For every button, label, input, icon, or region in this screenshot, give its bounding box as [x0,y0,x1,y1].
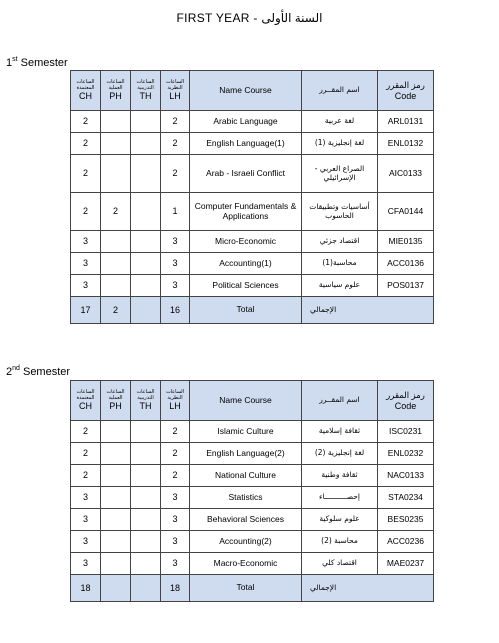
course-name-ar-cell: لغة إنجليزية (2) [302,443,378,465]
practical-hours-cell [101,553,131,575]
course-name-ar-cell: لغة عربية [302,111,378,133]
practical-hours-cell [101,531,131,553]
header-code: رمز المقرر Code [378,71,434,111]
credit-hours-cell: 3 [71,509,101,531]
practical-hours-cell [101,133,131,155]
header-th: الساعات التدريبية TH [131,381,161,421]
course-name-cell: Statistics [190,487,302,509]
training-hours-cell [131,155,161,193]
practical-hours-cell [101,421,131,443]
total-label-ar: الإجمالي [302,575,434,602]
lecture-hours-cell: 3 [161,253,190,275]
lecture-hours-cell: 2 [161,133,190,155]
semester-2-label [6,365,70,378]
practical-hours-cell [101,443,131,465]
total-label: Total [190,297,302,324]
course-name-cell: Accounting(1) [190,253,302,275]
lecture-hours-cell: 3 [161,487,190,509]
total-label: Total [190,575,302,602]
course-name-ar-cell: ثقافة وطنية [302,465,378,487]
course-name-ar-cell: محاسبة(1) [302,253,378,275]
course-row [71,133,434,155]
header-name-course-ar: اسم المقــرر [302,381,378,421]
lecture-hours-cell: 2 [161,155,190,193]
course-code-cell: ACC0136 [378,253,434,275]
training-hours-cell [131,443,161,465]
practical-hours-cell [101,465,131,487]
course-name-cell: Behavioral Sciences [190,509,302,531]
credit-hours-cell: 2 [71,133,101,155]
practical-hours-cell [101,509,131,531]
credit-hours-cell: 2 [71,465,101,487]
total-lh-cell: 18 [161,575,190,602]
course-name-cell: Macro-Economic [190,553,302,575]
practical-hours-cell [101,231,131,253]
total-label-ar: الإجمالي [302,297,434,324]
course-name-cell: Islamic Culture [190,421,302,443]
lecture-hours-cell: 1 [161,193,190,231]
course-name-cell: Arab - Israeli Conflict [190,155,302,193]
course-name-ar-cell: اقتصاد جزئي [302,231,378,253]
course-row [71,421,434,443]
training-hours-cell [131,133,161,155]
course-row [71,253,434,275]
practical-hours-cell [101,155,131,193]
practical-hours-cell [101,111,131,133]
table-header-row [71,71,434,111]
credit-hours-cell: 3 [71,253,101,275]
semester-1-label [6,56,68,69]
total-lh-cell: 16 [161,297,190,324]
course-row [71,487,434,509]
semester-2-number: 2 [6,366,13,378]
course-name-cell: Accounting(2) [190,531,302,553]
semester-1-suffix: st [12,56,18,63]
credit-hours-cell: 2 [71,421,101,443]
lecture-hours-cell: 3 [161,553,190,575]
header-lh: الساعات النظرية LH [161,381,190,421]
practical-hours-cell [101,253,131,275]
credit-hours-cell: 3 [71,275,101,297]
semester-2-suffix: nd [12,365,20,372]
lecture-hours-cell: 3 [161,531,190,553]
training-hours-cell [131,509,161,531]
semester-1-number: 1 [6,57,13,69]
course-name-ar-cell: علوم سلوكية [302,509,378,531]
training-hours-cell [131,111,161,133]
lecture-hours-cell: 2 [161,443,190,465]
practical-hours-cell: 2 [101,193,131,231]
course-code-cell: ENL0232 [378,443,434,465]
credit-hours-cell: 3 [71,553,101,575]
total-row [71,575,434,602]
course-code-cell: MAE0237 [378,553,434,575]
header-ch: الساعات المعتمدة CH [71,71,101,111]
course-code-cell: NAC0133 [378,465,434,487]
course-row [71,275,434,297]
credit-hours-cell: 2 [71,193,101,231]
course-code-cell: BES0235 [378,509,434,531]
semester-1-text: Semester [17,57,68,69]
training-hours-cell [131,275,161,297]
semester-1-table [70,70,434,324]
header-name-course: Name Course [190,71,302,111]
header-code: رمز المقرر Code [378,381,434,421]
course-name-ar-cell: لغة إنجليزية (1) [302,133,378,155]
course-code-cell: ISC0231 [378,421,434,443]
credit-hours-cell: 2 [71,111,101,133]
lecture-hours-cell: 2 [161,421,190,443]
course-code-cell: ENL0132 [378,133,434,155]
course-name-cell: Arabic Language [190,111,302,133]
total-ph-cell [101,575,131,602]
course-code-cell: POS0137 [378,275,434,297]
total-th-cell [131,297,161,324]
lecture-hours-cell: 3 [161,509,190,531]
course-name-ar-cell: محاسبة (2) [302,531,378,553]
course-row [71,155,434,193]
semester-2-text: Semester [19,366,71,378]
training-hours-cell [131,487,161,509]
training-hours-cell [131,553,161,575]
course-row [71,509,434,531]
page-title: FIRST YEAR - السنة الأولى [176,11,323,25]
course-row [71,443,434,465]
practical-hours-cell [101,487,131,509]
course-name-ar-cell: اقتصاد كلي [302,553,378,575]
course-code-cell: CFA0144 [378,193,434,231]
lecture-hours-cell: 3 [161,275,190,297]
course-name-ar-cell: علوم سياسية [302,275,378,297]
course-name-cell: National Culture [190,465,302,487]
course-name-ar-cell: إحصــــــــــاء [302,487,378,509]
credit-hours-cell: 2 [71,443,101,465]
credit-hours-cell: 2 [71,155,101,193]
course-row [71,111,434,133]
header-th: الساعات التدريبية TH [131,71,161,111]
course-row [71,531,434,553]
training-hours-cell [131,193,161,231]
header-lh: الساعات النظرية LH [161,71,190,111]
practical-hours-cell [101,275,131,297]
course-name-cell: English Language(1) [190,133,302,155]
credit-hours-cell: 3 [71,531,101,553]
course-name-cell: Computer Fundamentals & Applications [190,193,302,231]
training-hours-cell [131,465,161,487]
training-hours-cell [131,421,161,443]
total-row [71,297,434,324]
total-ch-cell: 18 [71,575,101,602]
course-name-ar-cell: ثقافة إسلامية [302,421,378,443]
course-name-cell: Political Sciences [190,275,302,297]
course-row [71,193,434,231]
course-code-cell: STA0234 [378,487,434,509]
lecture-hours-cell: 2 [161,465,190,487]
course-name-cell: Micro-Economic [190,231,302,253]
training-hours-cell [131,253,161,275]
total-ph-cell: 2 [101,297,131,324]
course-code-cell: ARL0131 [378,111,434,133]
course-row [71,553,434,575]
course-code-cell: AIC0133 [378,155,434,193]
table-header-row [71,381,434,421]
credit-hours-cell: 3 [71,231,101,253]
course-row [71,231,434,253]
header-ch: الساعات المعتمدة CH [71,381,101,421]
lecture-hours-cell: 3 [161,231,190,253]
header-name-course-ar: اسم المقــرر [302,71,378,111]
course-name-ar-cell: الصراع العربي - الإسرائيلي [302,155,378,193]
credit-hours-cell: 3 [71,487,101,509]
course-row [71,465,434,487]
training-hours-cell [131,531,161,553]
training-hours-cell [131,231,161,253]
header-ph: الساعات العملية PH [101,381,131,421]
course-code-cell: ACC0236 [378,531,434,553]
total-th-cell [131,575,161,602]
header-name-course: Name Course [190,381,302,421]
semester-2-table [70,380,434,602]
header-ph: الساعات العملية PH [101,71,131,111]
total-ch-cell: 17 [71,297,101,324]
course-name-ar-cell: أساسيات وتطبيقات الحاسوب [302,193,378,231]
course-code-cell: MIE0135 [378,231,434,253]
lecture-hours-cell: 2 [161,111,190,133]
course-name-cell: English Language(2) [190,443,302,465]
